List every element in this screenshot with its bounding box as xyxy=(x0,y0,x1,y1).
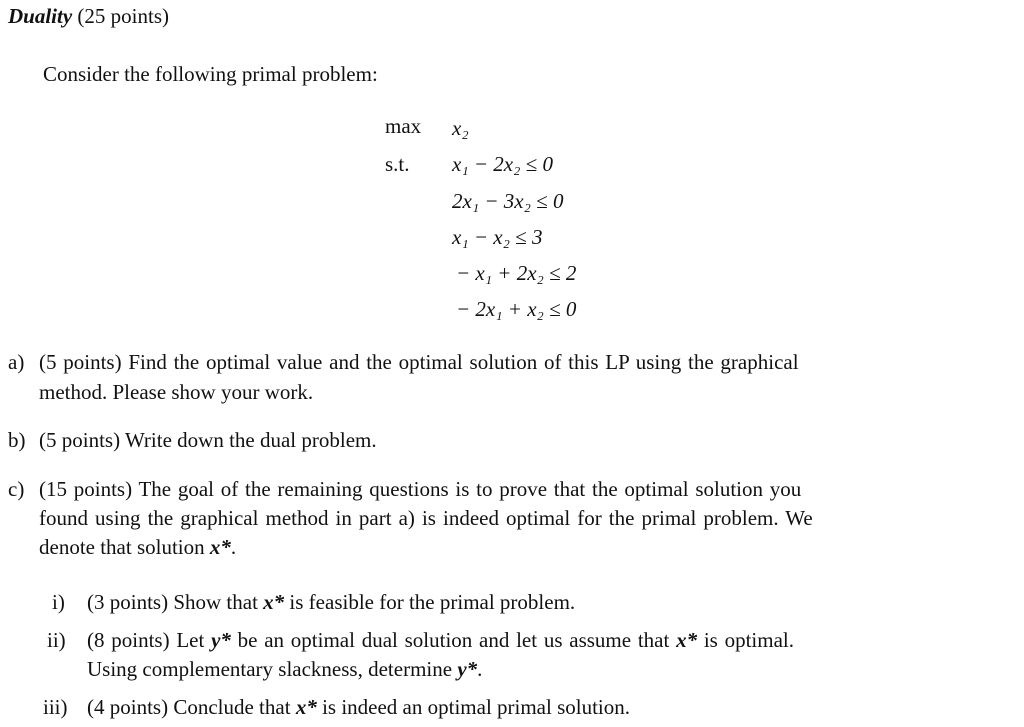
period: . xyxy=(230,535,237,559)
part-a-label: a) xyxy=(8,350,25,374)
x-star: x* xyxy=(676,628,698,652)
part-i-post: is feasible for the primal problem. xyxy=(289,590,576,614)
part-iii-post: is indeed an optimal primal solution. xyxy=(322,695,631,719)
part-a-line1: (5 points) Find the optimal value and the optimal solution of this LP using the graphical xyxy=(39,350,799,374)
part-iii-label: iii) xyxy=(43,695,68,719)
st-label: s.t. xyxy=(385,152,410,176)
part-ii-label: ii) xyxy=(47,628,66,652)
part-ii-post: is optimal. xyxy=(703,628,794,652)
x-star: x* xyxy=(263,590,285,614)
part-ii-line2 xyxy=(87,659,482,680)
part-c-line3 xyxy=(39,537,236,558)
x-star: x* xyxy=(295,695,317,719)
part-i-text xyxy=(87,592,575,613)
part-ii-mid: be an optimal dual solution and let us assume that xyxy=(237,628,670,652)
part-iii-text xyxy=(87,697,630,718)
y-star: y* xyxy=(211,628,231,652)
part-c-line1: (15 points) The goal of the remaining questions is to prove that the optimal solution you xyxy=(39,477,802,501)
part-i-pre: (3 points) Show that xyxy=(87,590,258,614)
constraint-3: x₁ − x₂ ≤ 3 xyxy=(452,225,543,249)
period: . xyxy=(477,657,483,681)
part-iii-pre: (4 points) Conclude that xyxy=(87,695,291,719)
title-points: (25 points) xyxy=(77,4,169,28)
part-b-line1: (5 points) Write down the dual problem. xyxy=(39,428,377,452)
constraint-2: 2x₁ − 3x₂ ≤ 0 xyxy=(452,189,564,213)
section-title xyxy=(8,6,169,27)
part-b-label: b) xyxy=(8,428,26,452)
part-i-label: i) xyxy=(52,590,65,614)
part-ii-pre: (8 points) Let xyxy=(87,628,205,652)
objective-label: max xyxy=(385,114,422,138)
x-star: x* xyxy=(209,535,231,559)
title-main: Duality xyxy=(8,4,73,28)
constraint-1: x₁ − 2x₂ ≤ 0 xyxy=(452,152,553,176)
part-ii-line2-text: Using complementary slackness, determine xyxy=(87,657,453,681)
part-a-line2: method. Please show your work. xyxy=(39,380,314,404)
part-ii-line1 xyxy=(87,630,794,651)
objective: x₂ xyxy=(452,116,469,140)
part-c-line3-text: denote that solution xyxy=(39,535,205,559)
part-c-line2: found using the graphical method in part a) is indeed optimal for the primal problem. We xyxy=(39,506,813,530)
intro-text: Consider the following primal problem: xyxy=(43,62,378,86)
part-c-label: c) xyxy=(8,477,25,501)
constraint-4: − x₁ + 2x₂ ≤ 2 xyxy=(456,261,577,285)
y-star: y* xyxy=(457,657,478,681)
constraint-5: − 2x₁ + x₂ ≤ 0 xyxy=(456,297,577,321)
